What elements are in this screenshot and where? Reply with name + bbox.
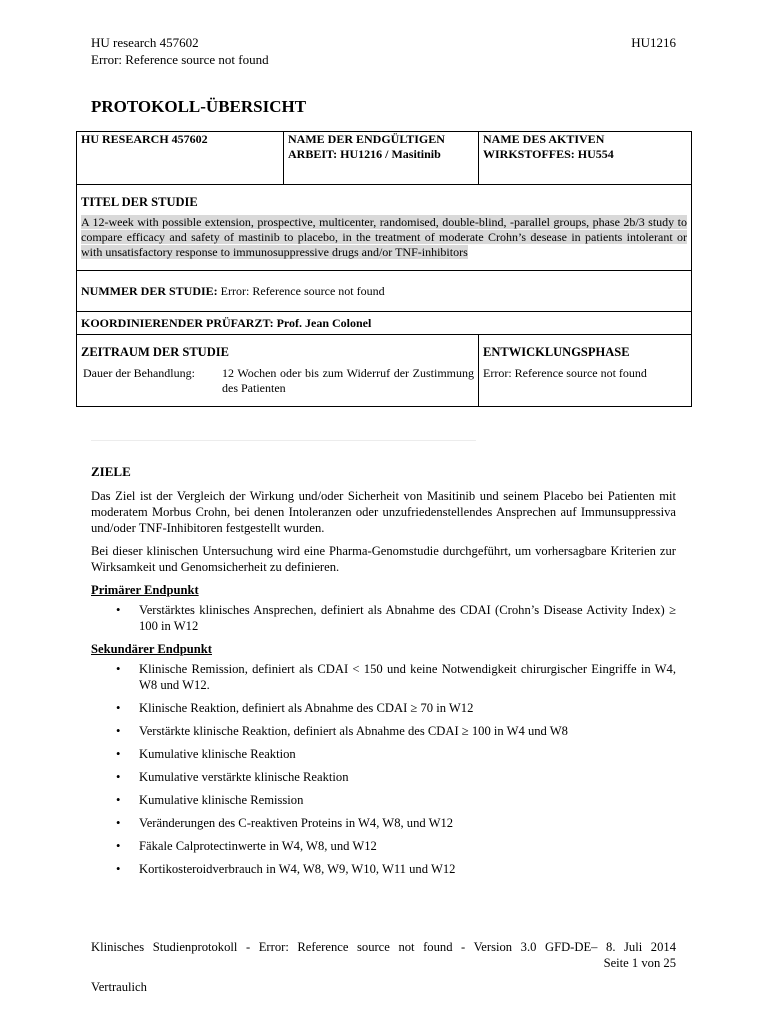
development-phase-label: ENTWICKLUNGSPHASE	[483, 345, 630, 359]
duration-label: Dauer der Behandlung:	[83, 366, 195, 380]
bullet-icon: •	[116, 862, 121, 876]
list-item: • Fäkale Calprotectinwerte in W4, W8, und W12	[116, 839, 377, 853]
bullet-icon: •	[116, 816, 121, 830]
list-item: • Kumulative klinische Remission	[116, 793, 304, 807]
footer-confidential: Vertraulich	[91, 980, 147, 994]
duration-value: 12 Wochen oder bis zum Widerruf der Zustimmung des Patienten	[222, 366, 474, 395]
development-phase-value: Error: Reference source not found	[483, 366, 647, 380]
secondary-endpoint-list	[91, 661, 676, 877]
study-title-text: A 12-week with possible extension, prospective, multicenter, randomised, double-blind, -parallel groups, phase 2b/3 study to compare efficacy and safety of mastinib to placebo, in the treatment of moderate Crohn’s desease in patients intolerant or with unsatisfactory response to immunosuppressive drugs and/or TNF-inhibitors	[81, 215, 687, 259]
list-item: • Kumulative verstärkte klinische Reaktion	[116, 770, 349, 784]
header-reference-error: Error: Reference source not found	[91, 52, 269, 67]
primary-endpoint-heading: Primärer Endpunkt	[91, 583, 199, 597]
header-research-id: HU research 457602	[91, 35, 199, 50]
bullet-icon: •	[116, 839, 121, 853]
list-item: • Veränderungen des C-reaktiven Proteins in W4, W8, und W12	[116, 816, 454, 830]
page-header-left	[91, 34, 269, 68]
study-period-label: ZEITRAUM DER STUDIE	[81, 345, 229, 359]
page-title: PROTOKOLL-ÜBERSICHT	[91, 97, 307, 116]
objectives-section	[91, 464, 676, 884]
bullet-icon: •	[116, 770, 121, 784]
cell-research-id: HU RESEARCH 457602	[77, 132, 284, 185]
list-item: • Verstärktes klinisches Ansprechen, definiert als Abnahme des CDAI (Crohn’s Disease Activity Index) ≥ 100 in W12	[116, 603, 676, 633]
header-code: HU1216	[631, 35, 676, 50]
list-item: • Klinische Remission, definiert als CDAI < 150 und keine Notwendigkeit chirurgischer Eingriffe in W4, W8 und W12.	[116, 662, 676, 692]
study-number-label: NUMMER DER STUDIE:	[81, 283, 218, 298]
footer-protocol-line: Klinisches Studienprotokoll - Error: Reference source not found - Version 3.0 GFD-DE– 8. Juli 2014	[91, 940, 676, 954]
list-item: • Verstärkte klinische Reaktion, definiert als Abnahme des CDAI ≥ 100 in W4 und W8	[116, 724, 568, 738]
cell-development-phase	[479, 335, 692, 407]
cell-active-substance: NAME DES AKTIVEN WIRKSTOFFES: HU554	[479, 132, 692, 185]
bullet-icon: •	[116, 747, 121, 761]
study-title-label: TITEL DER STUDIE	[81, 195, 198, 209]
cell-coordinator: KOORDINIERENDER PRÜFARZT: Prof. Jean Colonel	[77, 312, 692, 335]
primary-endpoint-list	[91, 602, 676, 634]
list-item: • Klinische Reaktion, definiert als Abnahme des CDAI ≥ 70 in W12	[116, 701, 474, 715]
bullet-icon: •	[116, 603, 121, 617]
bullet-icon: •	[116, 793, 121, 807]
list-item: • Kumulative klinische Reaktion	[116, 747, 296, 761]
cell-study-title	[77, 185, 692, 271]
separator-line	[91, 440, 476, 441]
footer-page-number: Seite 1 von 25	[603, 956, 676, 970]
bullet-icon: •	[116, 724, 121, 738]
bullet-icon: •	[116, 701, 121, 715]
objectives-paragraph-2: Bei dieser klinischen Untersuchung wird eine Pharma-Genomstudie durchgeführt, um vorhersagbare Kriterien zur Wirksamkeit und Genomsicherheit zu definieren.	[91, 544, 676, 574]
cell-final-product-name: NAME DER ENDGÜLTIGEN ARBEIT: HU1216 / Masitinib	[284, 132, 479, 185]
page-footer	[91, 939, 676, 995]
objectives-paragraph-1: Das Ziel ist der Vergleich der Wirkung und/oder Sicherheit von Masitinib und seinem Placebo bei Patienten mit moderatem Morbus Crohn, bei denen Intoleranzen oder unzufriedenstellendes Ansprechen auf Immunsuppressiva und/oder TNF-Inhibitoren festgestellt wurden.	[91, 489, 676, 535]
cell-study-number	[77, 271, 692, 312]
secondary-endpoint-heading: Sekundärer Endpunkt	[91, 642, 212, 656]
protocol-summary-table	[76, 131, 692, 407]
cell-study-period	[77, 335, 479, 407]
objectives-heading: ZIELE	[91, 464, 131, 479]
list-item: • Kortikosteroidverbrauch in W4, W8, W9, W10, W11 und W12	[116, 862, 456, 876]
study-number-value: Error: Reference source not found	[217, 283, 385, 298]
bullet-icon: •	[116, 662, 121, 676]
